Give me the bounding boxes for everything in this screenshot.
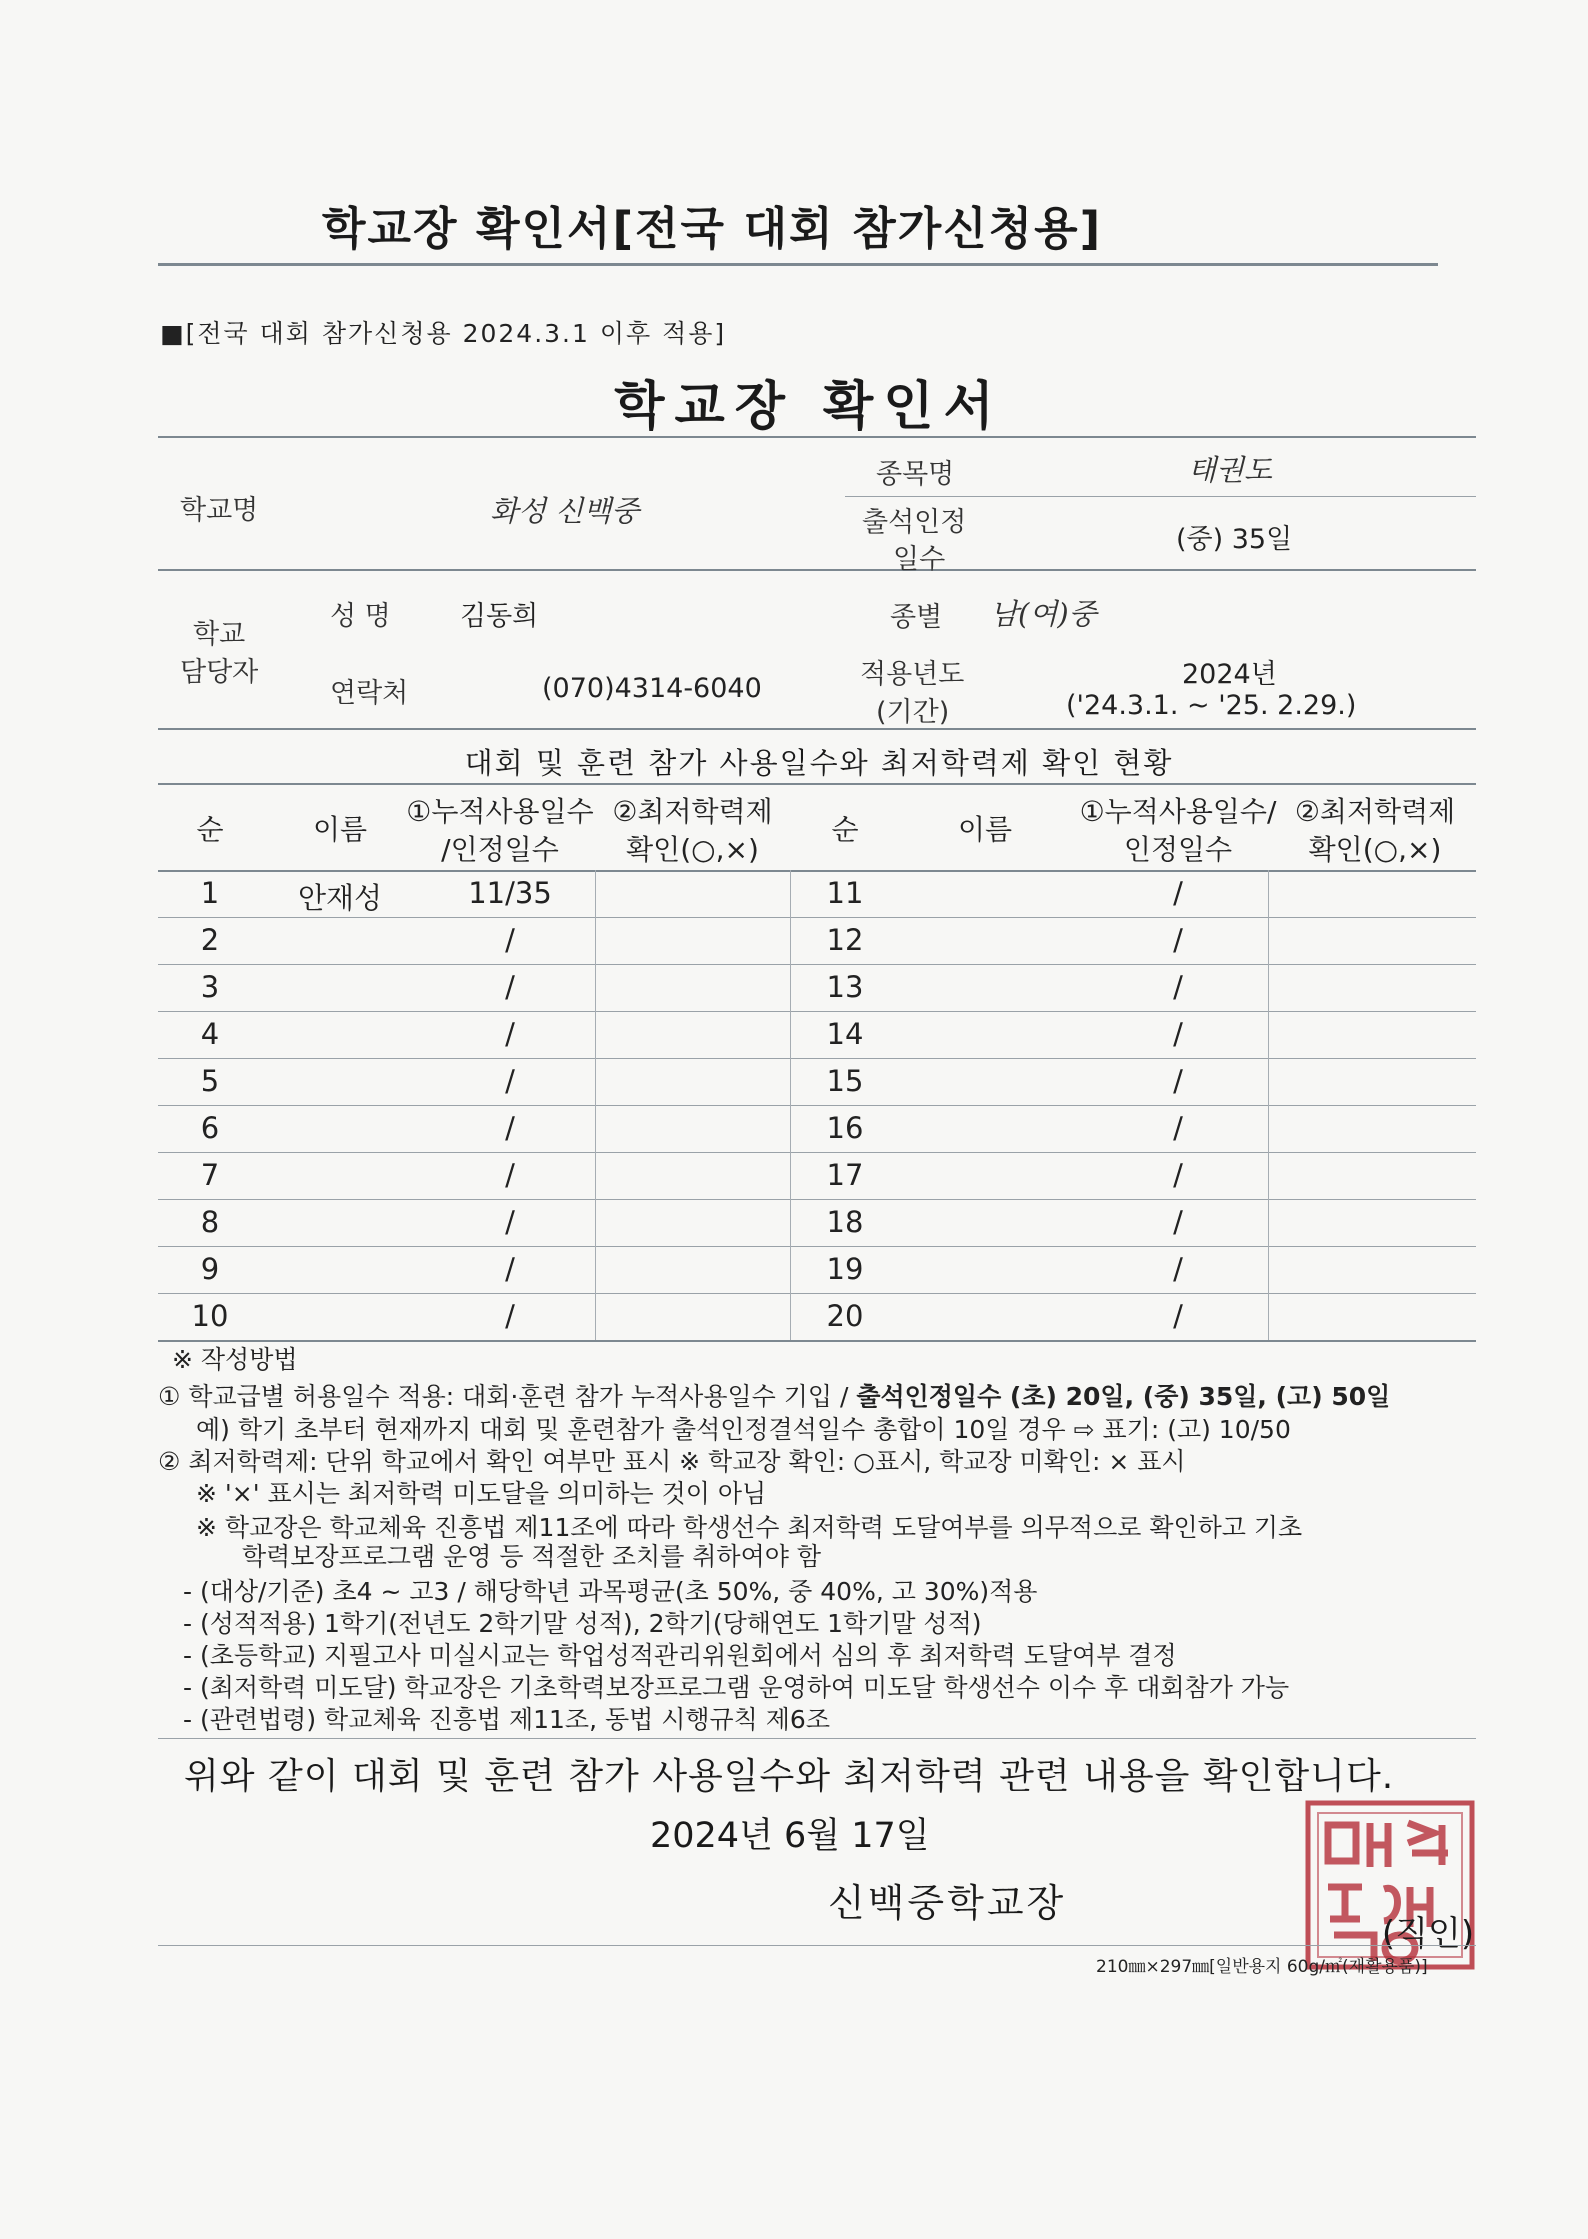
manager-label-2: 담당자 (180, 657, 259, 688)
row-days: / (1173, 1111, 1183, 1145)
applicability-note: ■[전국 대회 참가신청용 2024.3.1 이후 적용] (160, 319, 727, 348)
header-name-right: 이름 (957, 813, 1013, 846)
row-number: 1 (200, 876, 220, 910)
note-1-emphasis: 출석인정일수 (초) 20일, (중) 35일, (고) 50일 (856, 1382, 1391, 1411)
row-number: 7 (200, 1158, 220, 1192)
detail-1: - (대상/기준) 초4 ~ 고3 / 해당학년 과목평균(초 50%, 중 40%, 고 30%)적용 (183, 1577, 1038, 1606)
row-number: 2 (200, 923, 220, 957)
sport-label: 종목명 (876, 459, 955, 490)
table-row-border (158, 1293, 1476, 1294)
row-number: 19 (826, 1252, 864, 1286)
seal-mark-text: (직인) (1381, 1914, 1475, 1954)
header-days-right-2: 인정일수 (1123, 833, 1233, 866)
table-row-border (158, 1152, 1476, 1153)
notes-heading: ※ 작성방법 (172, 1345, 298, 1374)
header-no-left: 순 (196, 813, 224, 846)
table-half-divider (790, 870, 791, 1340)
manager-label-1: 학교 (193, 619, 246, 650)
row-number: 17 (826, 1158, 864, 1192)
section-title: 대회 및 훈련 참가 사용일수와 최저학력제 확인 현황 (464, 746, 1174, 780)
header-days-left-2: /인정일수 (441, 833, 559, 866)
confirmation-sentence: 위와 같이 대회 및 훈련 참가 사용일수와 최저학력 관련 내용을 확인합니다. (184, 1756, 1395, 1797)
row-number: 14 (826, 1017, 864, 1051)
paper-spec: 210㎜×297㎜[일반용지 60g/㎡(재활용품)] (1096, 1957, 1428, 1977)
row-days: / (1173, 1064, 1183, 1098)
note-1-text: ① 학교급별 허용일수 적용: 대회·훈련 참가 누적사용일수 기입 / (158, 1382, 857, 1411)
heading-underline (158, 263, 1438, 266)
row-number: 13 (826, 970, 864, 1004)
row-number: 12 (826, 923, 864, 957)
year-label-2: (기간) (876, 697, 950, 728)
detail-4: - (최저학력 미도달) 학교장은 기초학력보장프로그램 운영하여 미도달 학생선수 이수 후 대회참가 가능 (183, 1673, 1290, 1702)
row-number: 9 (200, 1252, 220, 1286)
issue-date: 2024년 6월 17일 (650, 1816, 930, 1856)
header-check-right-1: ②최저학력제 (1294, 795, 1456, 828)
table-row-border (158, 1105, 1476, 1106)
info-bottom-border (158, 728, 1476, 730)
sport-value: 태권도 (1188, 453, 1273, 487)
row-days: / (505, 1252, 515, 1286)
attendance-label-2: 일수 (893, 544, 946, 575)
note-4: ※ 학교장은 학교체육 진흥법 제11조에 따라 학생선수 최저학력 도달여부를 의무적으로 확인하고 기초 (196, 1513, 1303, 1542)
row-number: 11 (826, 876, 864, 910)
row-days: / (1173, 1252, 1183, 1286)
manager-name-value: 김동희 (460, 601, 539, 632)
row-days: / (505, 970, 515, 1004)
header-check-right-2: 확인(○,×) (1308, 833, 1442, 866)
row-days: 11/35 (468, 876, 552, 910)
attendance-label-1: 출석인정 (862, 507, 967, 538)
official-seal (1300, 1795, 1480, 1975)
year-label-1: 적용년도 (860, 659, 965, 690)
header-days-right-1: ①누적사용일수/ (1079, 795, 1277, 828)
detail-5: - (관련법령) 학교체육 진흥법 제11조, 동법 시행규칙 제6조 (183, 1705, 830, 1734)
gender-label: 종별 (890, 602, 943, 633)
header-check-left-2: 확인(○,×) (626, 833, 759, 866)
info-mid-border (158, 569, 1476, 571)
detail-2: - (성적적용) 1학기(전년도 2학기말 성적), 2학기(당해연도 1학기말 성적) (183, 1609, 982, 1638)
info-top-border (158, 436, 1476, 438)
note-1 (158, 1381, 1390, 1412)
notes-bottom-border (158, 1738, 1476, 1739)
footer-divider (158, 1945, 1476, 1946)
table-row-border (158, 1058, 1476, 1059)
form-title: 학교장 확인서 (614, 377, 1004, 437)
note-1-example: 예) 학기 초부터 현재까지 대회 및 훈련참가 출석인정결석일수 총합이 10일 경우 ⇨ 표기: (고) 10/50 (196, 1415, 1291, 1444)
row-days: / (505, 1205, 515, 1239)
header-no-right: 순 (831, 813, 859, 846)
year-value: 2024년 (1182, 659, 1277, 690)
row-days: / (505, 1017, 515, 1051)
row-days: / (1173, 1205, 1183, 1239)
gender-value: 남(여)중 (990, 597, 1097, 631)
note-2: ② 최저학력제: 단위 학교에서 확인 여부만 표시 ※ 학교장 확인: ○표시, 학교장 미확인: × 표시 (158, 1447, 1186, 1476)
table-row-border (158, 1199, 1476, 1200)
row-days: / (1173, 970, 1183, 1004)
row-days: / (505, 1158, 515, 1192)
header-check-left-1: ②최저학력제 (612, 795, 773, 828)
header-days-left-1: ①누적사용일수 (406, 795, 594, 828)
detail-3: - (초등학교) 지필고사 미실시교는 학업성적관리위원회에서 심의 후 최저학력 도달여부 결정 (183, 1641, 1177, 1670)
document-heading: 학교장 확인서[전국 대회 참가신청용] (322, 202, 1103, 255)
contact-value: (070)4314-6040 (542, 673, 762, 704)
row-days: / (1173, 876, 1183, 910)
school-name-value: 화성 신백중 (490, 494, 640, 528)
table-row-border (158, 964, 1476, 965)
row-days: / (505, 1111, 515, 1145)
table-row-border (158, 1246, 1476, 1247)
principal-title: 신백중학교장 (828, 1881, 1067, 1925)
table-row-border (158, 1011, 1476, 1012)
row-name: 안재성 (297, 881, 383, 915)
note-4-continued: 학력보장프로그램 운영 등 적절한 조치를 취하여야 함 (242, 1542, 821, 1571)
school-name-label: 학교명 (180, 495, 259, 526)
table-top-border (158, 783, 1476, 785)
row-number: 4 (200, 1017, 220, 1051)
table-row-border (158, 1340, 1476, 1342)
row-days: / (1173, 1299, 1183, 1333)
row-days: / (505, 1299, 515, 1333)
row-number: 10 (191, 1299, 229, 1333)
row-days: / (1173, 1158, 1183, 1192)
name-label: 성 명 (330, 601, 391, 632)
contact-label: 연락처 (330, 678, 409, 709)
period-value: ('24.3.1. ~ '25. 2.29.) (1066, 690, 1357, 721)
table-row-border (158, 917, 1476, 918)
row-number: 18 (826, 1205, 864, 1239)
table-header-border (158, 870, 1476, 872)
row-days: / (505, 923, 515, 957)
attendance-value: (중) 35일 (1176, 524, 1293, 555)
row-number: 6 (200, 1111, 220, 1145)
row-number: 16 (826, 1111, 864, 1145)
note-3: ※ '×' 표시는 최저학력 미도달을 의미하는 것이 아님 (196, 1479, 767, 1508)
row-days: / (1173, 1017, 1183, 1051)
header-name-left: 이름 (312, 813, 368, 846)
row-number: 15 (826, 1064, 864, 1098)
row-number: 8 (200, 1205, 220, 1239)
row-number: 20 (826, 1299, 864, 1333)
row-number: 5 (200, 1064, 220, 1098)
row-number: 3 (200, 970, 220, 1004)
row-days: / (505, 1064, 515, 1098)
info-sport-divider (845, 496, 1476, 497)
row-days: / (1173, 923, 1183, 957)
